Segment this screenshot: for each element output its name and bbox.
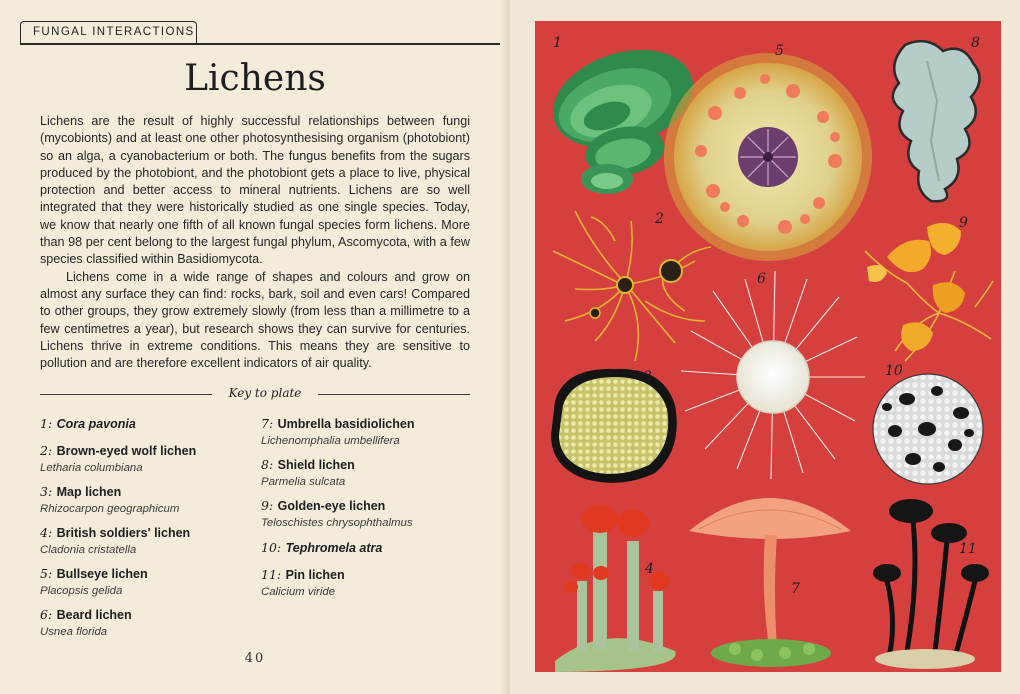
paragraph-2: Lichens come in a wide range of shapes and colours and grow on almost any surface they can find: rocks, bark, soil and even cars! Compared to other groups, they grow extremely slowly (from less than a millimetre to a few centimetres a year), but research shows they can survive for centuries. Lichens thrive in extreme conditions. This means they are sensitive to pollution and are therefore excellent indicators of air quality. [40, 269, 470, 371]
lichen-3-map [551, 369, 677, 483]
key-number: 2: [40, 443, 53, 458]
key-number: 6: [40, 607, 53, 622]
plate-number-10: 10 [885, 363, 903, 379]
key-item-7 [261, 415, 414, 447]
key-name: Shield lichen [277, 458, 355, 472]
plate-illustration [535, 21, 1001, 672]
lichen-11-pin [873, 499, 989, 669]
key-latin-name: Rhizocarpon geographicum [40, 503, 180, 515]
key-number: 9: [261, 498, 274, 513]
plate-number-2: 2 [655, 211, 664, 227]
section-rule [20, 43, 500, 45]
key-name: Brown-eyed wolf lichen [56, 444, 197, 458]
key-latin-name: Cladonia cristatella [40, 544, 137, 556]
plate-number-5: 5 [775, 43, 784, 59]
key-item-2 [40, 442, 196, 474]
key-rule-left [40, 394, 212, 395]
key-item-6 [40, 606, 132, 638]
key-name: Map lichen [56, 485, 122, 499]
key-item-4 [40, 524, 190, 556]
plate-number-3: 3 [643, 369, 652, 385]
key-item-1 [40, 415, 136, 433]
page-number: 40 [244, 651, 266, 666]
plate-number-1: 1 [553, 35, 562, 51]
lichen-4-british-soldiers [555, 505, 676, 672]
key-number: 4: [40, 525, 53, 540]
lichen-7-umbrella [689, 498, 851, 667]
key-number: 3: [40, 484, 53, 499]
key-name: Umbrella basidiolichen [277, 417, 415, 431]
key-latin-name: Lichenomphalia umbellifera [261, 435, 400, 447]
key-item-10 [261, 539, 382, 557]
key-latin-name: Usnea florida [40, 626, 108, 638]
lichen-8-shield [893, 41, 980, 201]
key-name: Golden-eye lichen [277, 499, 386, 513]
key-latin-name: Placopsis gelida [40, 585, 123, 597]
lichen-9-golden-eye [865, 223, 993, 361]
key-name: Cora pavonia [56, 417, 136, 431]
lichen-10-tephromela [873, 374, 983, 484]
key-rule-right [318, 394, 470, 395]
key-name: Pin lichen [285, 568, 345, 582]
plate-number-11: 11 [959, 541, 977, 557]
plate-number-4: 4 [645, 561, 654, 577]
key-heading [40, 386, 470, 404]
key-item-11 [261, 566, 345, 598]
section-label: FUNGAL INTERACTIONS [33, 26, 195, 38]
lichen-6-disc [737, 341, 809, 413]
key-latin-name: Letharia columbiana [40, 462, 143, 474]
key-latin-name: Parmelia sulcata [261, 476, 346, 488]
key-name: British soldiers' lichen [56, 526, 191, 540]
key-latin-name: Teloschistes chrysophthalmus [261, 517, 413, 529]
key-item-5 [40, 565, 148, 597]
section-tab [20, 21, 197, 44]
key-name: Tephromela atra [285, 541, 383, 555]
key-number: 5: [40, 566, 53, 581]
illustration-plate [535, 21, 1001, 672]
key-number: 8: [261, 457, 274, 472]
key-number: 10: [261, 540, 282, 555]
plate-number-9: 9 [959, 215, 968, 231]
key-item-3 [40, 483, 179, 515]
body-text [40, 113, 470, 372]
plate-number-6: 6 [757, 271, 766, 287]
key-name: Bullseye lichen [56, 567, 148, 581]
lichen-5-bullseye [664, 53, 872, 261]
paragraph-1: Lichens are the result of highly successful relationships between fungi (mycobionts) and at least one other photosynthesising organism (photobiont) so an alga, a cyanobacterium or both. The fungus benefits from the sugars produced by the photobiont, and the photobiont gets a place to live, physical protection and better access to mineral nutrients. Lichens are so well integrated that they were historically studied as one single species. Today, we know that nearly one fifth of all known fungal species form lichens. More than 98 per cent belong to the largest fungal phylum, Ascomycota, with a few species classified within Basidiomycota. [40, 114, 470, 267]
key-number: 1: [40, 416, 53, 431]
plate-number-8: 8 [971, 35, 980, 51]
key-heading-label: Key to plate [228, 386, 302, 400]
page-title: Lichens [184, 58, 326, 99]
key-latin-name: Calicium viride [261, 586, 336, 598]
key-name: Beard lichen [56, 608, 132, 622]
key-item-8 [261, 456, 355, 488]
plate-number-7: 7 [791, 581, 800, 597]
key-item-9 [261, 497, 413, 529]
key-number: 7: [261, 416, 274, 431]
key-number: 11: [261, 567, 282, 582]
